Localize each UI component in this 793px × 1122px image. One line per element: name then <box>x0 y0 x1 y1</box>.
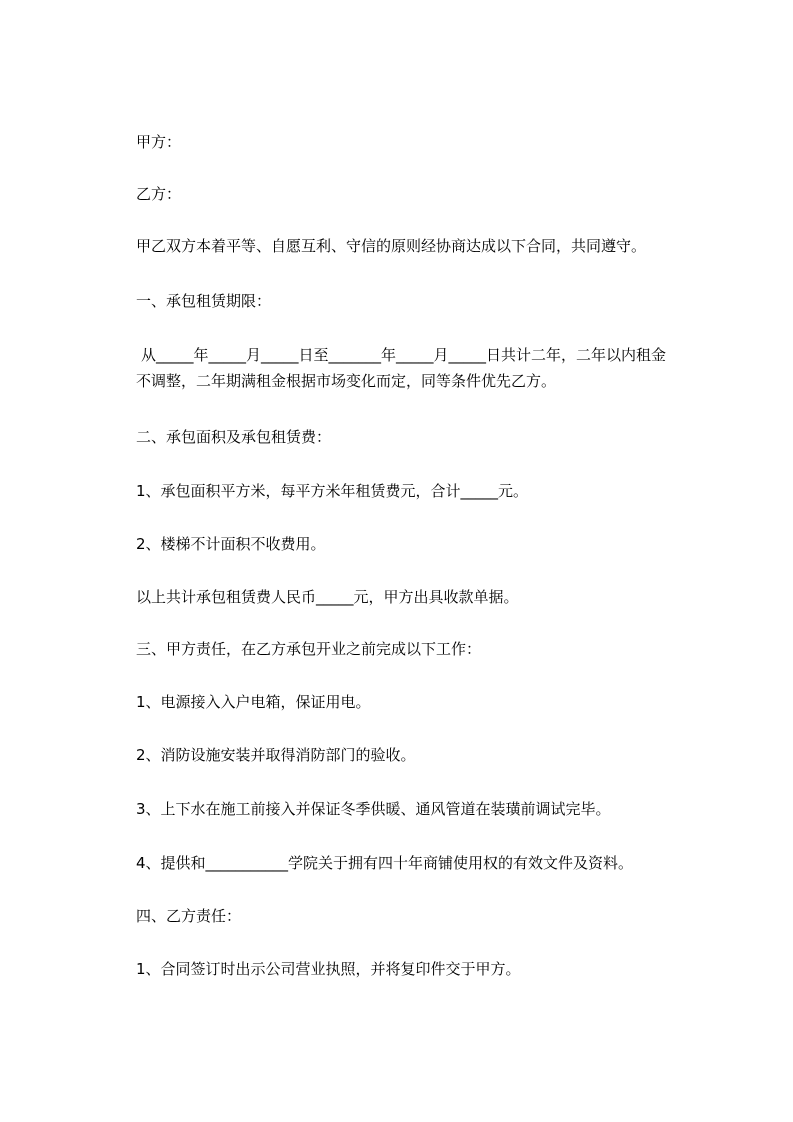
clause-area-fee-2: 2、楼梯不计面积不收费用。 <box>136 535 326 553</box>
term-paragraph <box>136 342 696 394</box>
total-fee-paragraph: 以上共计承包租赁费人民币_____元，甲方出具收款单据。 <box>136 588 519 606</box>
clause-area-fee-1: 1、承包面积平方米，每平方米年租赁费元，合计_____元。 <box>136 482 529 500</box>
party-b-label: 乙方： <box>136 185 182 203</box>
party-a-duty-4: 4、提供和___________学院关于拥有四十年商铺使用权的有效文件及资料。 <box>136 854 634 872</box>
term-paragraph-line-1: 从_____年_____月_____日至_______年_____月_____日共计二年，二年以内租金 <box>141 346 667 364</box>
section-heading-term: 一、承包租赁期限： <box>136 292 272 310</box>
section-heading-party-b-duties: 四、乙方责任： <box>136 907 242 925</box>
preamble-paragraph: 甲乙双方本着平等、自愿互利、守信的原则经协商达成以下合同，共同遵守。 <box>136 237 647 255</box>
party-a-label: 甲方： <box>136 133 182 151</box>
section-heading-area-fee: 二、承包面积及承包租赁费： <box>136 428 332 446</box>
party-a-duty-1: 1、电源接入入户电箱，保证用电。 <box>136 693 371 711</box>
party-a-duty-2: 2、消防设施安装并取得消防部门的验收。 <box>136 746 416 764</box>
term-paragraph-line-2: 不调整，二年期满租金根据市场变化而定，同等条件优先乙方。 <box>136 372 557 390</box>
party-a-duty-3: 3、上下水在施工前接入并保证冬季供暖、通风管道在装璜前调试完毕。 <box>136 800 611 818</box>
party-b-duty-1: 1、合同签订时出示公司营业执照，并将复印件交于甲方。 <box>136 960 521 978</box>
section-heading-party-a-duties: 三、甲方责任，在乙方承包开业之前完成以下工作： <box>136 640 482 658</box>
